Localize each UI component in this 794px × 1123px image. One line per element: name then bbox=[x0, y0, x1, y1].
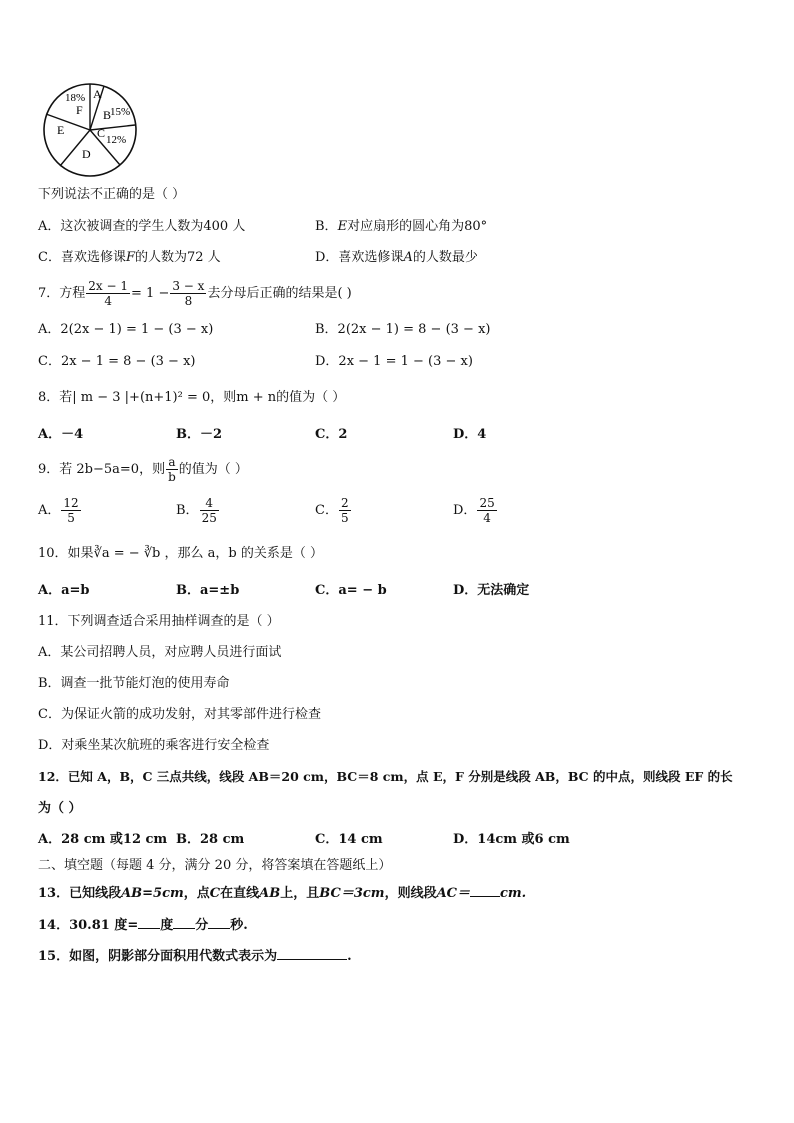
q14-degree: 度 bbox=[160, 918, 174, 933]
q11-option-c: C．为保证火箭的成功发射，对其零部件进行检查 bbox=[38, 707, 321, 722]
q11-stem: 11．下列调查适合采用抽样调查的是（ ） bbox=[38, 614, 280, 629]
q9-a-fraction bbox=[61, 496, 80, 525]
pie-label-f: F bbox=[76, 103, 83, 117]
q9-a-label: A． bbox=[38, 503, 61, 518]
q15-t1: 15．如图，阴影部分面积用代数式表示为 bbox=[38, 949, 278, 964]
q7-fraction-2-den: 8 bbox=[184, 294, 193, 308]
q9-option-b bbox=[176, 494, 220, 528]
q15-stem bbox=[38, 946, 352, 966]
q9-d-num: 25 bbox=[479, 496, 495, 510]
q9-c-den: 5 bbox=[340, 511, 349, 525]
q13-ab: AB=5cm bbox=[121, 886, 184, 901]
q7-fraction-2-num: 3 − x bbox=[172, 279, 205, 293]
q8-option-c: C．2 bbox=[315, 427, 348, 442]
q9-c-num: 2 bbox=[340, 496, 349, 510]
q14-stem bbox=[38, 915, 248, 935]
q13-ab2: AB bbox=[259, 886, 281, 901]
q11-option-d: D．对乘坐某次航班的乘客进行安全检查 bbox=[38, 738, 270, 753]
q9-b-label: B． bbox=[176, 503, 199, 518]
q9-b-den: 25 bbox=[201, 511, 217, 525]
q15-t2: . bbox=[347, 949, 352, 964]
pie-percent-b: 15% bbox=[110, 106, 131, 118]
q7-fraction-1 bbox=[86, 279, 130, 308]
q12-option-b: B．28 cm bbox=[176, 832, 245, 847]
q11-option-b: B．调查一批节能灯泡的使用寿命 bbox=[38, 676, 230, 691]
q9-fraction bbox=[166, 455, 178, 484]
q15-answer-blank[interactable] bbox=[277, 946, 347, 960]
q6-d-text1: D．喜欢选修课 bbox=[315, 250, 404, 265]
q7-fraction-2 bbox=[170, 279, 206, 308]
q8-option-a: A．－4 bbox=[38, 427, 84, 442]
pie-percent-c: 12% bbox=[106, 134, 127, 146]
q9-option-c bbox=[315, 494, 352, 528]
q13-t4: 上，且 bbox=[280, 886, 320, 901]
q9-option-d bbox=[453, 494, 498, 528]
q13-t3: 在直线 bbox=[220, 886, 260, 901]
q13-stem bbox=[38, 883, 526, 903]
q6-option-d bbox=[315, 249, 478, 267]
q9-d-fraction bbox=[477, 496, 496, 525]
q9-a-num: 12 bbox=[63, 496, 79, 510]
pie-label-b: B bbox=[103, 108, 112, 122]
q6-b-var: E bbox=[337, 219, 348, 234]
q7-option-a: A．2(2x − 1) = 1 − (3 − x) bbox=[38, 322, 214, 337]
q7-option-c: C．2x − 1 = 8 − (3 − x) bbox=[38, 354, 196, 369]
q9-fraction-num: a bbox=[166, 455, 178, 470]
q9-b-fraction bbox=[200, 496, 219, 525]
q14-minute: 分 bbox=[195, 918, 209, 933]
q6-option-a: A．这次被调查的学生人数为400 人 bbox=[38, 219, 246, 234]
q14-minute-blank[interactable] bbox=[173, 915, 195, 929]
pie-chart-svg bbox=[40, 80, 140, 180]
q11-option-a: A．某公司招聘人员，对应聘人员进行面试 bbox=[38, 645, 282, 660]
q10-stem: 10．如果∛a = − ∛b ，那么 a，b 的关系是（ ） bbox=[38, 546, 323, 561]
q9-suffix: 的值为（ ） bbox=[178, 462, 248, 477]
q8-stem: 8．若| m − 3 |+(n+1)² = 0，则m + n的值为（ ） bbox=[38, 390, 346, 405]
q7-option-d: D．2x − 1 = 1 − (3 − x) bbox=[315, 354, 473, 369]
q7-prefix: 7．方程 bbox=[38, 286, 86, 301]
q7-mid: = 1 − bbox=[131, 286, 170, 301]
q13-bc: BC＝3cm bbox=[319, 886, 385, 901]
q10-option-c: C．a= − b bbox=[315, 583, 387, 598]
q6-option-b bbox=[315, 218, 487, 236]
q10-option-b: B．a=±b bbox=[176, 583, 240, 598]
pie-label-e: E bbox=[57, 123, 65, 137]
q13-c: C bbox=[209, 886, 221, 901]
q14-second-blank[interactable] bbox=[208, 915, 230, 929]
q14-second: 秒. bbox=[230, 918, 248, 933]
pie-percent-f: 18% bbox=[65, 92, 86, 104]
q6-d-text2: 的人数最少 bbox=[412, 250, 478, 265]
section-2-heading: 二、填空题（每题 4 分，满分 20 分，将答案填在答题纸上） bbox=[38, 858, 392, 873]
q9-prefix: 9．若 2b−5a=0，则 bbox=[38, 462, 166, 477]
pie-label-c: C bbox=[97, 126, 106, 140]
q6-c-text1: C．喜欢选修课 bbox=[38, 250, 126, 265]
q9-d-label: D． bbox=[453, 503, 477, 518]
q10-option-d: D．无法确定 bbox=[453, 583, 530, 598]
q13-t1: 13．已知线段 bbox=[38, 886, 122, 901]
q12-option-a: A．28 cm 或12 cm bbox=[38, 832, 168, 847]
q13-unit: cm. bbox=[500, 886, 527, 901]
q6-d-var: A bbox=[403, 250, 413, 265]
q12-option-d: D．14cm 或6 cm bbox=[453, 832, 570, 847]
q9-option-a bbox=[38, 494, 82, 528]
q12-stem-line2: 为（ ） bbox=[38, 801, 82, 816]
q8-option-d: D．4 bbox=[453, 427, 487, 442]
pie-chart bbox=[40, 80, 140, 180]
q12-option-c: C．14 cm bbox=[315, 832, 383, 847]
q9-c-fraction bbox=[339, 496, 351, 525]
q6-b-label: B． bbox=[315, 219, 338, 234]
q10-option-a: A．a=b bbox=[38, 583, 90, 598]
q9-fraction-den: b bbox=[168, 470, 176, 484]
q8-option-b: B．－2 bbox=[176, 427, 223, 442]
q9-c-label: C． bbox=[315, 503, 338, 518]
q6-stem: 下列说法不正确的是（ ） bbox=[38, 187, 186, 202]
q14-degree-blank[interactable] bbox=[138, 915, 160, 929]
q7-stem bbox=[38, 278, 352, 310]
q9-b-num: 4 bbox=[200, 496, 219, 511]
q14-t1: 14．30.81 度= bbox=[38, 918, 139, 933]
q12-stem-line1: 12．已知 A，B，C 三点共线，线段 AB＝20 cm，BC＝8 cm，点 E，F 分别是线段 AB，BC 的中点，则线段 EF 的长 bbox=[38, 769, 733, 784]
q7-suffix: 去分母后正确的结果是( ) bbox=[207, 286, 352, 301]
q6-b-text: 对应扇形的圆心角为80° bbox=[347, 219, 488, 234]
q13-t5: ，则线段 bbox=[384, 886, 437, 901]
q6-c-var: F bbox=[125, 250, 135, 265]
q13-t2: ，点 bbox=[183, 886, 210, 901]
q9-d-den: 4 bbox=[483, 511, 491, 525]
q13-ac: AC＝ bbox=[436, 886, 471, 901]
pie-label-a: A bbox=[93, 87, 102, 101]
q13-answer-blank[interactable] bbox=[470, 883, 500, 897]
q7-fraction-1-den: 4 bbox=[104, 294, 112, 308]
q7-fraction-1-num: 2x − 1 bbox=[88, 279, 129, 293]
q6-c-text2: 的人数为72 人 bbox=[134, 250, 221, 265]
q9-stem bbox=[38, 455, 248, 485]
q9-a-den: 5 bbox=[67, 511, 75, 525]
q6-option-c bbox=[38, 249, 221, 267]
pie-label-d: D bbox=[82, 147, 91, 161]
q7-option-b: B．2(2x − 1) = 8 − (3 − x) bbox=[315, 322, 491, 337]
